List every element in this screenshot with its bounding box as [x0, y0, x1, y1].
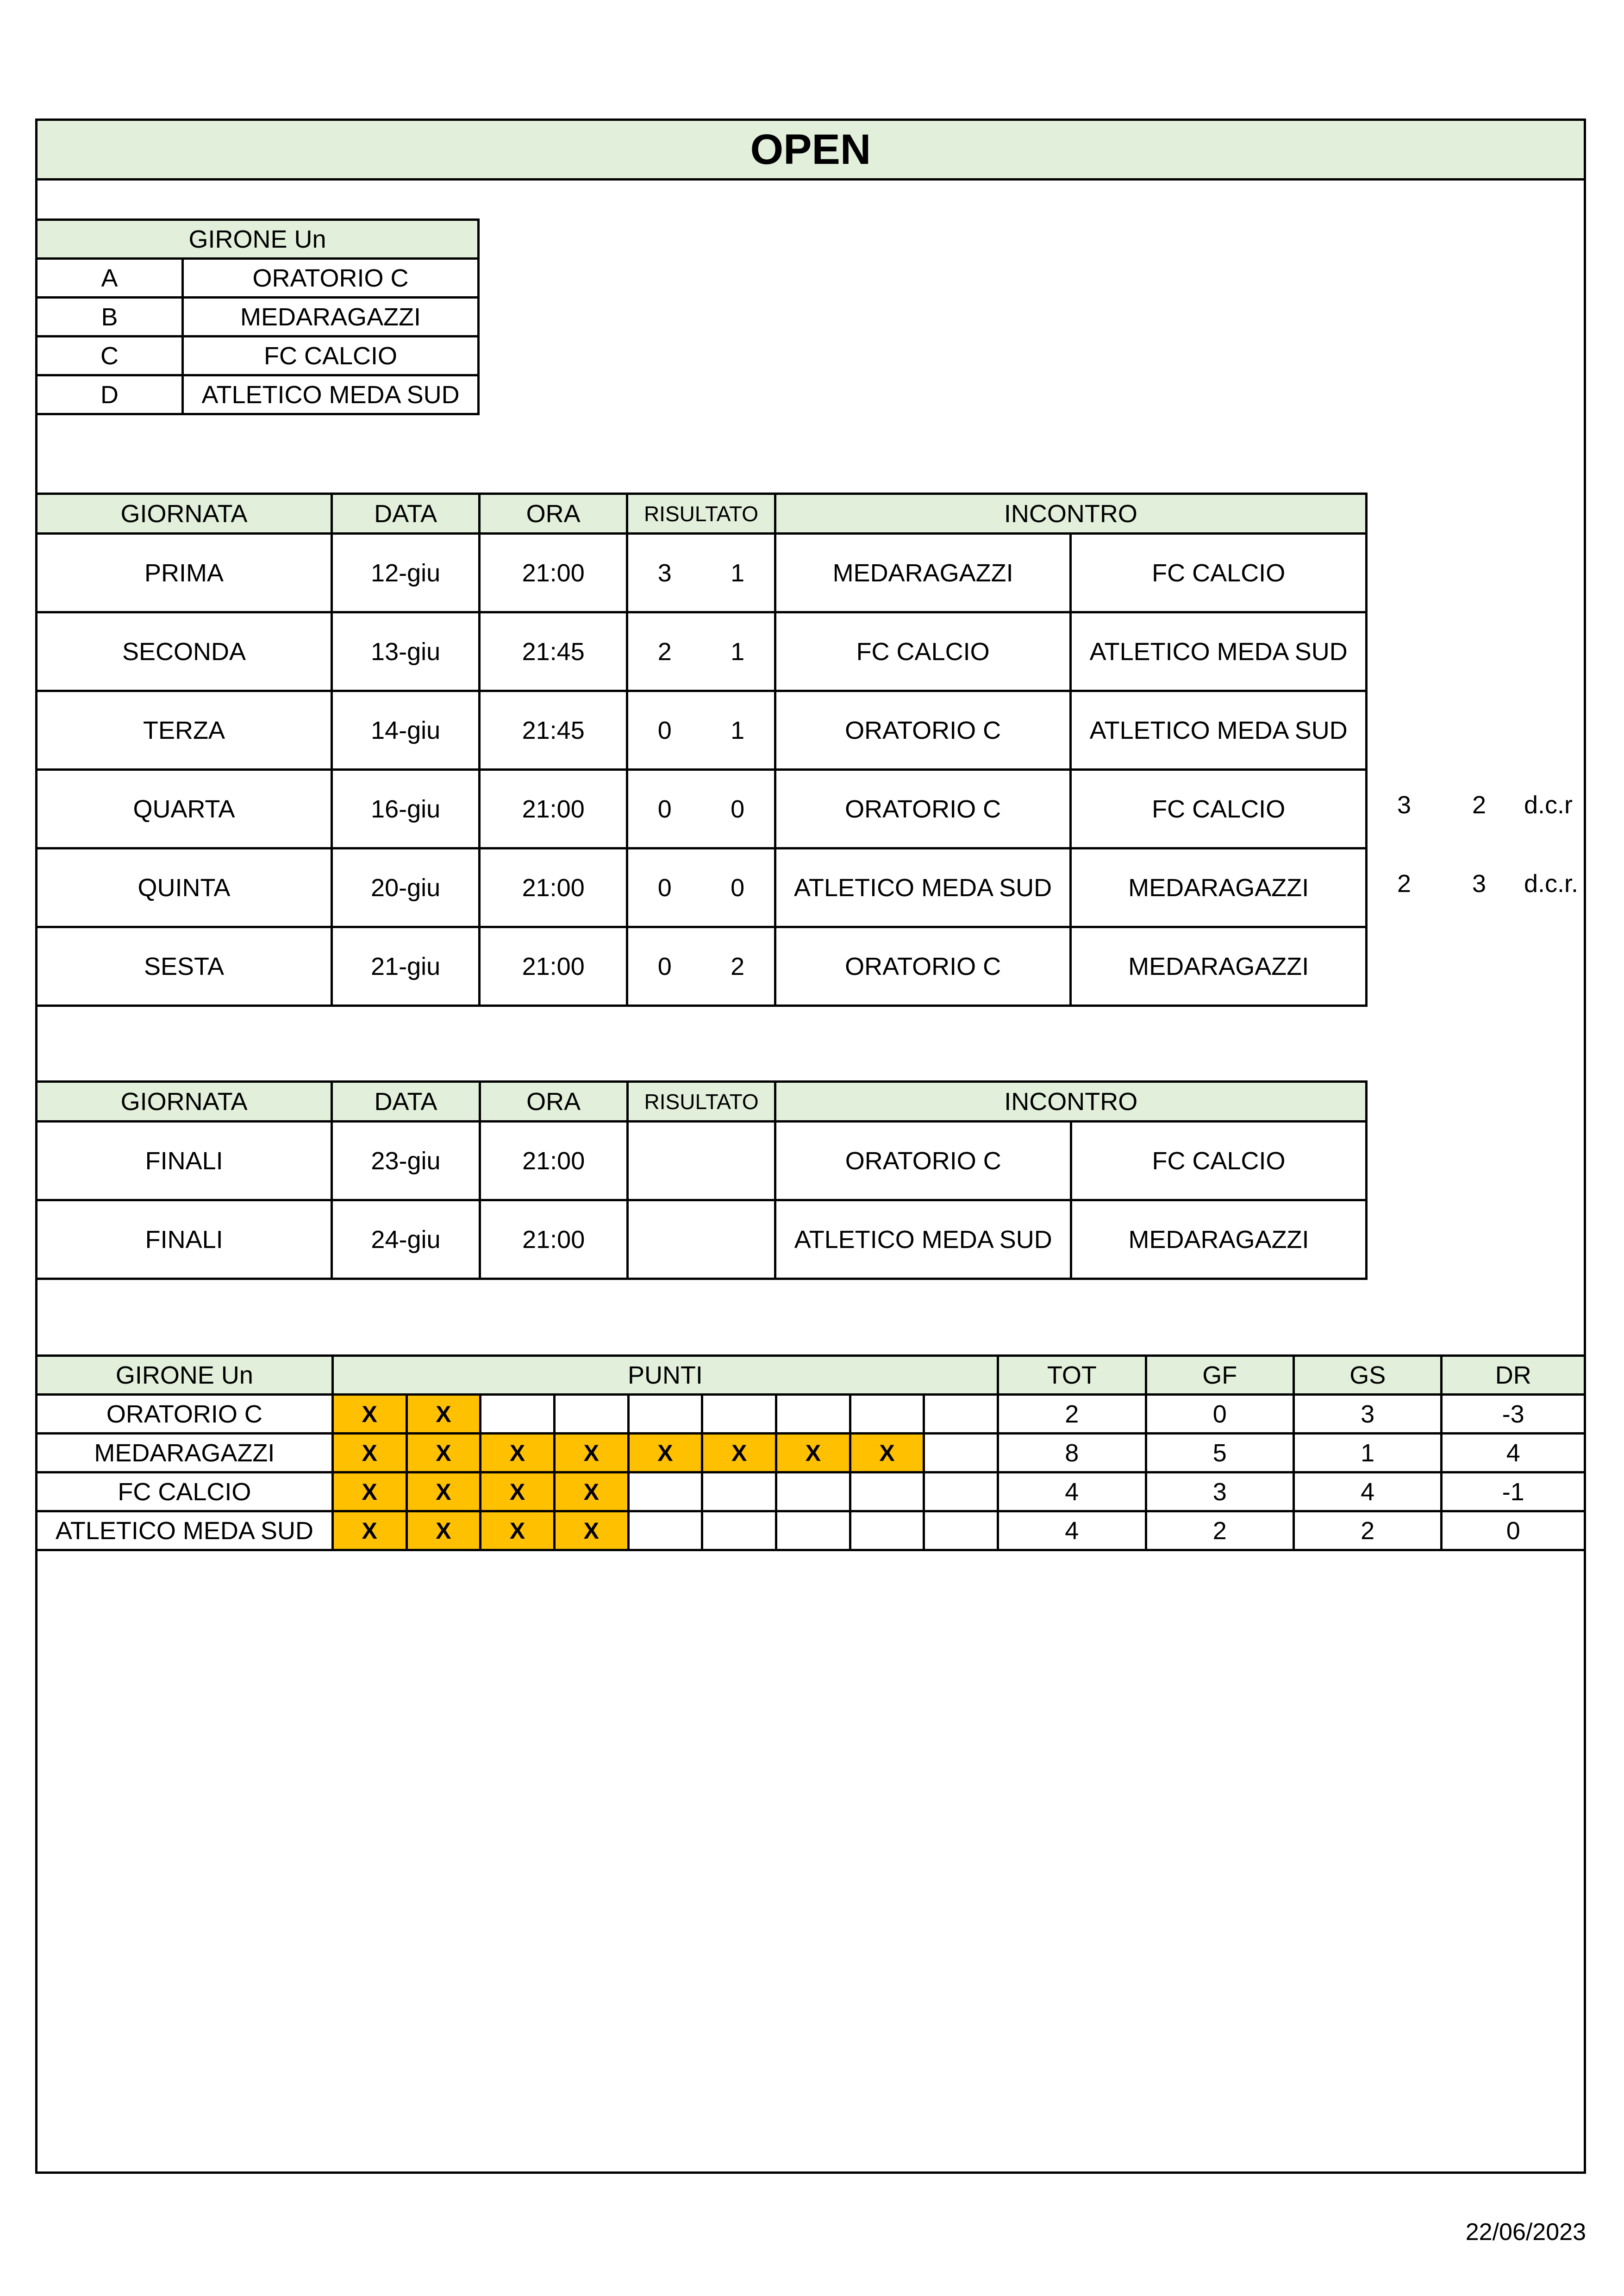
- away-team: ATLETICO MEDA SUD: [1071, 612, 1367, 691]
- point-mark: X: [406, 1395, 481, 1434]
- table-row: [37, 770, 1367, 849]
- ora-cell: 21:45: [480, 691, 627, 770]
- point-cell: [850, 1472, 924, 1511]
- print-date: 22/06/2023: [1465, 2219, 1586, 2246]
- away-team: MEDARAGAZZI: [1071, 927, 1367, 1006]
- score-home: 0: [627, 849, 701, 927]
- penalty-note: d.c.r.: [1524, 870, 1579, 898]
- team-name: MEDARAGAZZI: [183, 298, 479, 337]
- score-away: 0: [701, 770, 775, 849]
- team-name: ATLETICO MEDA SUD: [37, 1511, 333, 1550]
- score-home: 3: [627, 534, 701, 612]
- point-mark: X: [554, 1511, 628, 1550]
- col-data: DATA: [332, 494, 480, 534]
- data-cell: 14-giu: [332, 691, 480, 770]
- col-tot: TOT: [998, 1356, 1146, 1395]
- away-team: MEDARAGAZZI: [1071, 849, 1367, 927]
- home-team: FC CALCIO: [775, 612, 1071, 691]
- giornata-cell: SECONDA: [37, 612, 332, 691]
- point-cell: [924, 1472, 998, 1511]
- point-mark: X: [332, 1472, 406, 1511]
- gs-cell: 4: [1293, 1472, 1441, 1511]
- penalty-away: 3: [1472, 870, 1487, 898]
- penalty-home: 2: [1397, 870, 1412, 898]
- team-name: FC CALCIO: [183, 337, 479, 375]
- team-letter: C: [37, 337, 183, 375]
- point-mark: X: [332, 1434, 406, 1472]
- standings-row: [37, 1434, 1585, 1472]
- home-team: ATLETICO MEDA SUD: [775, 1200, 1071, 1279]
- data-cell: 12-giu: [332, 534, 480, 612]
- giornata-cell: PRIMA: [37, 534, 332, 612]
- table-row: [37, 1122, 1367, 1200]
- gs-cell: 1: [1293, 1434, 1441, 1472]
- team-name: ATLETICO MEDA SUD: [183, 375, 479, 414]
- col-incontro: INCONTRO: [775, 494, 1366, 534]
- point-mark: X: [481, 1472, 555, 1511]
- home-team: ORATORIO C: [775, 770, 1071, 849]
- col-data: DATA: [332, 1082, 480, 1122]
- giornata-cell: FINALI: [37, 1122, 332, 1200]
- point-cell: [776, 1395, 850, 1434]
- team-name: ORATORIO C: [183, 259, 479, 298]
- data-cell: 16-giu: [332, 770, 480, 849]
- group-table: [35, 218, 480, 415]
- point-mark: X: [850, 1434, 924, 1472]
- col-girone: GIRONE Un: [37, 1356, 333, 1395]
- point-mark: X: [554, 1434, 628, 1472]
- standings-row: [37, 1511, 1585, 1550]
- tot-cell: 2: [998, 1395, 1146, 1434]
- col-punti: PUNTI: [332, 1356, 998, 1395]
- col-incontro: INCONTRO: [775, 1082, 1367, 1122]
- point-cell: [554, 1395, 628, 1434]
- table-row: [37, 612, 1367, 691]
- col-giornata: GIORNATA: [37, 1082, 332, 1122]
- gf-cell: 0: [1146, 1395, 1293, 1434]
- gs-cell: 2: [1293, 1511, 1441, 1550]
- giornata-cell: QUARTA: [37, 770, 332, 849]
- team-name: MEDARAGAZZI: [37, 1434, 333, 1472]
- away-team: FC CALCIO: [1071, 770, 1367, 849]
- table-row: [37, 849, 1367, 927]
- risultato-cell: [627, 1200, 775, 1279]
- team-name: ORATORIO C: [37, 1395, 333, 1434]
- col-ora: ORA: [480, 494, 627, 534]
- giornata-cell: TERZA: [37, 691, 332, 770]
- home-team: ORATORIO C: [775, 1122, 1071, 1200]
- data-cell: 24-giu: [332, 1200, 480, 1279]
- point-mark: X: [406, 1434, 481, 1472]
- away-team: FC CALCIO: [1071, 534, 1367, 612]
- giornata-cell: SESTA: [37, 927, 332, 1006]
- point-cell: [924, 1395, 998, 1434]
- point-cell: [628, 1472, 702, 1511]
- team-letter: A: [37, 259, 183, 298]
- away-team: FC CALCIO: [1071, 1122, 1367, 1200]
- standings-row: [37, 1472, 1585, 1511]
- giornata-cell: QUINTA: [37, 849, 332, 927]
- col-ora: ORA: [480, 1082, 627, 1122]
- point-cell: [628, 1395, 702, 1434]
- score-away: 2: [701, 927, 775, 1006]
- point-mark: X: [776, 1434, 850, 1472]
- home-team: ATLETICO MEDA SUD: [775, 849, 1071, 927]
- table-row: [37, 691, 1367, 770]
- col-risultato: RISULTATO: [627, 1082, 775, 1122]
- schedule-table: [35, 493, 1368, 1007]
- point-cell: [702, 1395, 776, 1434]
- col-gf: GF: [1146, 1356, 1293, 1395]
- data-cell: 23-giu: [332, 1122, 480, 1200]
- finals-table: [35, 1080, 1368, 1280]
- ora-cell: 21:00: [480, 1122, 627, 1200]
- point-mark: X: [628, 1434, 702, 1472]
- penalty-note: d.c.r: [1524, 791, 1573, 819]
- ora-cell: 21:00: [480, 849, 627, 927]
- team-name: FC CALCIO: [37, 1472, 333, 1511]
- table-row: [37, 927, 1367, 1006]
- score-away: 1: [701, 534, 775, 612]
- score-home: 2: [627, 612, 701, 691]
- data-cell: 20-giu: [332, 849, 480, 927]
- ora-cell: 21:00: [480, 770, 627, 849]
- gf-cell: 3: [1146, 1472, 1293, 1511]
- col-gs: GS: [1293, 1356, 1441, 1395]
- tot-cell: 8: [998, 1434, 1146, 1472]
- giornata-cell: FINALI: [37, 1200, 332, 1279]
- ora-cell: 21:00: [480, 534, 627, 612]
- point-cell: [924, 1511, 998, 1550]
- ora-cell: 21:45: [480, 612, 627, 691]
- away-team: ATLETICO MEDA SUD: [1071, 691, 1367, 770]
- penalty-away: 2: [1472, 791, 1487, 819]
- dr-cell: -3: [1442, 1395, 1585, 1434]
- ora-cell: 21:00: [480, 927, 627, 1006]
- risultato-cell: [627, 1122, 775, 1200]
- table-row: [37, 1200, 1367, 1279]
- dr-cell: 4: [1442, 1434, 1585, 1472]
- point-mark: X: [481, 1434, 555, 1472]
- team-letter: B: [37, 298, 183, 337]
- point-cell: [924, 1434, 998, 1472]
- ora-cell: 21:00: [480, 1200, 627, 1279]
- score-away: 1: [701, 612, 775, 691]
- score-home: 0: [627, 770, 701, 849]
- point-mark: X: [332, 1511, 406, 1550]
- home-team: MEDARAGAZZI: [775, 534, 1071, 612]
- point-mark: X: [554, 1472, 628, 1511]
- tot-cell: 4: [998, 1511, 1146, 1550]
- score-home: 0: [627, 927, 701, 1006]
- point-cell: [628, 1511, 702, 1550]
- point-mark: X: [702, 1434, 776, 1472]
- dr-cell: -1: [1442, 1472, 1585, 1511]
- away-team: MEDARAGAZZI: [1071, 1200, 1367, 1279]
- penalty-home: 3: [1397, 791, 1412, 819]
- standings-table: [35, 1354, 1586, 1551]
- point-mark: X: [332, 1395, 406, 1434]
- home-team: ORATORIO C: [775, 691, 1071, 770]
- point-mark: X: [406, 1511, 481, 1550]
- home-team: ORATORIO C: [775, 927, 1071, 1006]
- gs-cell: 3: [1293, 1395, 1441, 1434]
- gf-cell: 2: [1146, 1511, 1293, 1550]
- team-letter: D: [37, 375, 183, 414]
- point-cell: [702, 1472, 776, 1511]
- col-dr: DR: [1442, 1356, 1585, 1395]
- point-cell: [850, 1395, 924, 1434]
- data-cell: 13-giu: [332, 612, 480, 691]
- point-cell: [776, 1511, 850, 1550]
- page-title: OPEN: [35, 119, 1586, 181]
- score-away: 0: [701, 849, 775, 927]
- point-cell: [702, 1511, 776, 1550]
- group-header: GIRONE Un: [37, 220, 479, 259]
- dr-cell: 0: [1442, 1511, 1585, 1550]
- gf-cell: 5: [1146, 1434, 1293, 1472]
- data-cell: 21-giu: [332, 927, 480, 1006]
- point-mark: X: [406, 1472, 481, 1511]
- point-cell: [481, 1395, 555, 1434]
- col-risultato: RISULTATO: [627, 494, 775, 534]
- col-giornata: GIORNATA: [37, 494, 332, 534]
- score-away: 1: [701, 691, 775, 770]
- score-home: 0: [627, 691, 701, 770]
- standings-row: [37, 1395, 1585, 1434]
- point-mark: X: [481, 1511, 555, 1550]
- point-cell: [776, 1472, 850, 1511]
- table-row: [37, 534, 1367, 612]
- point-cell: [850, 1511, 924, 1550]
- tot-cell: 4: [998, 1472, 1146, 1511]
